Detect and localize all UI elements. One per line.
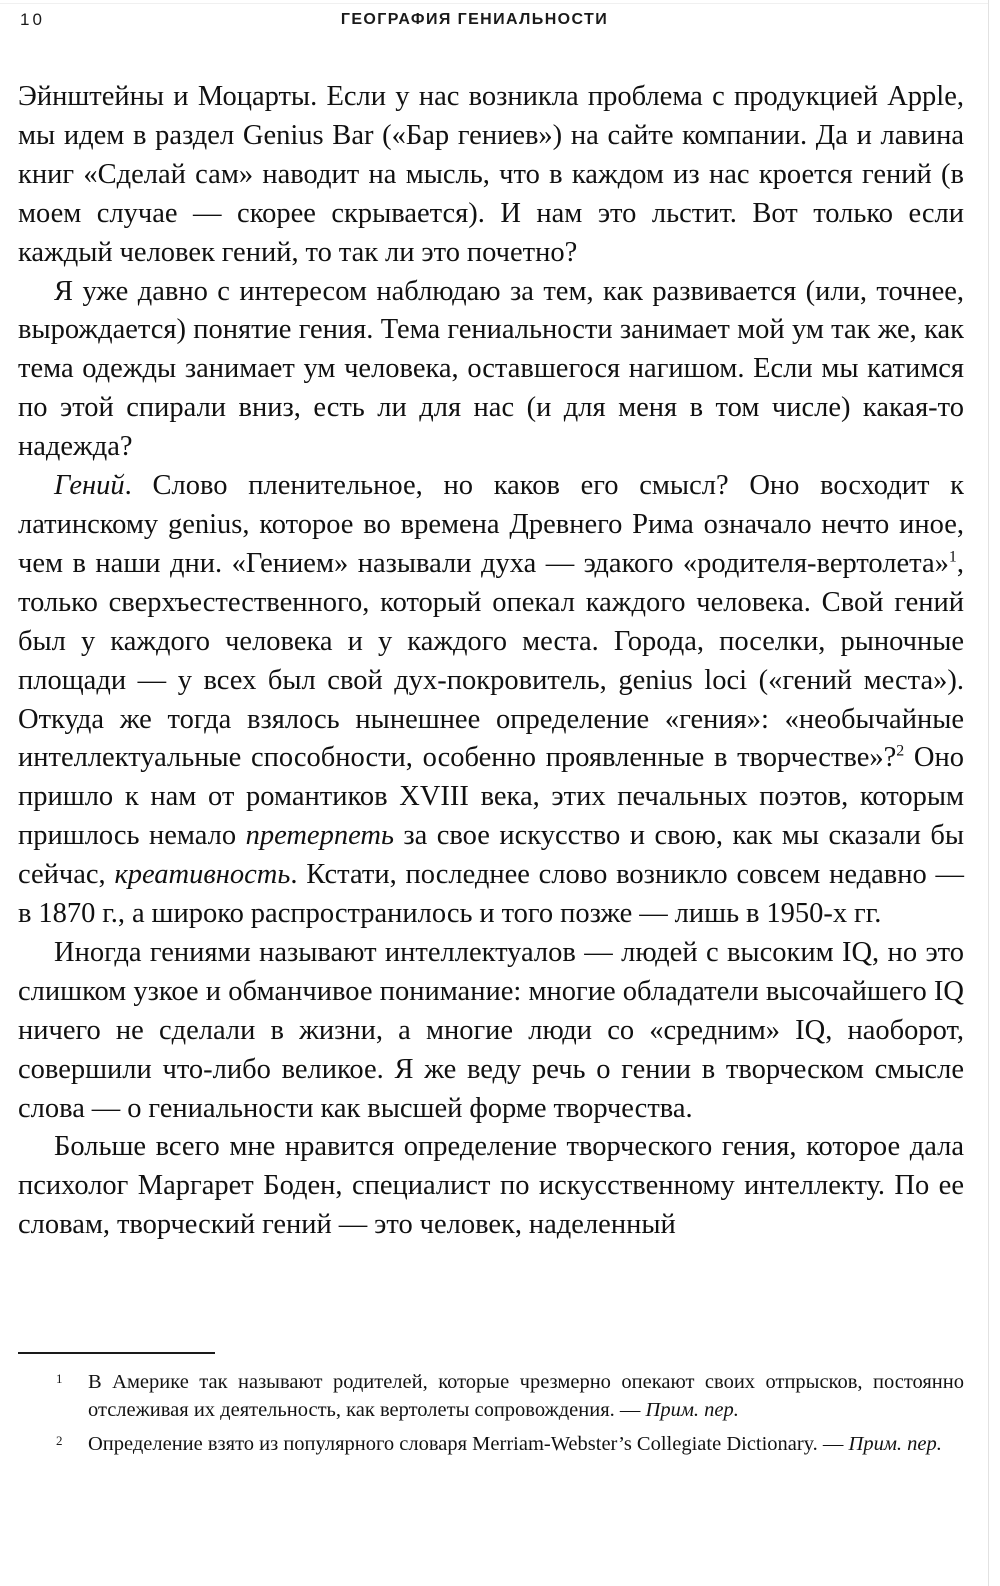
text-run: Иногда гениями называют интеллектуалов — людей с высоким IQ, но это слишком узкое и обманчивое понимание: многие обладатели высочайшего IQ ничего не сделали в жизни, а многие люди со «средним» IQ, наоборот, совершили что-либо великое. Я же веду речь о гении в творческом смысле слова — о гениальности как высшей форме творчества.: [18, 936, 964, 1124]
text-run: . Кстати, последнее слово возникло совсем недавно — в 1870 г., а широко распространилось и того позже — лишь в 1950-х гг.: [18, 859, 964, 930]
text-run: Больше всего мне нравится определение творческого гения, которое дала психолог Маргарет Боден, специалист по искусственному интеллекту. По ее словам, творческий гений — это человек, наделенный: [18, 1131, 964, 1241]
paragraph-p5: [18, 1128, 964, 1245]
text-run: , только сверхъестественного, который опекал каждого человека. Свой гений был у каждого человека и у каждого места. Города, поселки, рыночные площади — у всех был свой дух-покровитель, genius loci («гений места»). Откуда же тогда взялось нынешнее определение «гения»: «необычайные интеллектуальные способности, особенно проявленные в творчестве»?: [18, 547, 964, 774]
footnote-marker-2: 2: [56, 1433, 63, 1448]
text-run: Я уже давно с интересом наблюдаю за тем, как развивается (или, точнее, вырождается) понятие гения. Тема гениальности занимает мой ум так же, как тема одежды занимает ум человека, оставшегося нагишом. Если мы катимся по этой спирали вниз, есть ли для нас (и для меня в том числе) какая-то надежда?: [18, 275, 964, 463]
footnote-list: [18, 1368, 964, 1458]
italic-run: креативность: [114, 859, 291, 891]
footnote-reference-1[interactable]: 1: [948, 548, 957, 566]
text-run: Эйнштейны и Моцарты. Если у нас возникла проблема с продукцией Apple, мы идем в раздел Genius Bar («Бар гениев») на сайте компании. Да и лавина книг «Сделай сам» наводит на мысль, что в каждом из нас кроется гений (в моем случае — скорее скрывается). И нам это льстит. Вот только если каждый человек гений, то так ли это почетно?: [18, 81, 964, 268]
paragraph-p2: [18, 273, 964, 468]
footnote-text: [88, 1433, 942, 1455]
text-run: В Америке так называют родителей, которые чрезмерно опекают своих отпрысков, постоянно отслеживая их деятельность, как вертолеты сопровождения. —: [88, 1371, 964, 1421]
footnote-text: [88, 1371, 964, 1421]
running-head: [0, 8, 989, 32]
footnote-marker-1: 1: [56, 1371, 63, 1386]
italic-run: Прим. пер.: [848, 1433, 942, 1455]
footnote-separator-rule: [18, 1352, 215, 1354]
text-run: . Слово пленительное, но каков его смысл? Оно восходит к латинскому genius, которое во времена Древнего Рима означало нечто иное, чем в наши дни. «Гением» называли духа — эдакого «родителя-вертолета»: [18, 470, 964, 579]
italic-run: претерпеть: [245, 820, 394, 852]
footnotes-section: [18, 1352, 964, 1464]
page-edge-right: [988, 0, 989, 1586]
page-edge-top: [0, 3, 989, 4]
italic-run: Прим. пер.: [645, 1399, 739, 1421]
footnote-2: [18, 1430, 964, 1458]
text-run: за свое искусство и свою, как мы сказали бы сейчас,: [18, 820, 964, 891]
running-title: ГЕОГРАФИЯ ГЕНИАЛЬНОСТИ: [340, 11, 609, 28]
body-text: [18, 78, 964, 1245]
footnote-1: [18, 1368, 964, 1424]
paragraph-p3: [18, 467, 964, 934]
footnote-reference-2[interactable]: 2: [896, 742, 905, 760]
text-run: Оно пришло к нам от романтиков XVIII века, этих печальных поэтов, которым пришлось немало: [18, 742, 965, 852]
page-number: 10: [20, 10, 45, 29]
paragraph-p1: [18, 78, 964, 273]
italic-run: Гений: [54, 470, 125, 502]
paragraph-p4: [18, 934, 964, 1129]
text-run: Определение взято из популярного словаря Merriam-Webster’s Collegiate Dictionary. —: [88, 1433, 849, 1455]
